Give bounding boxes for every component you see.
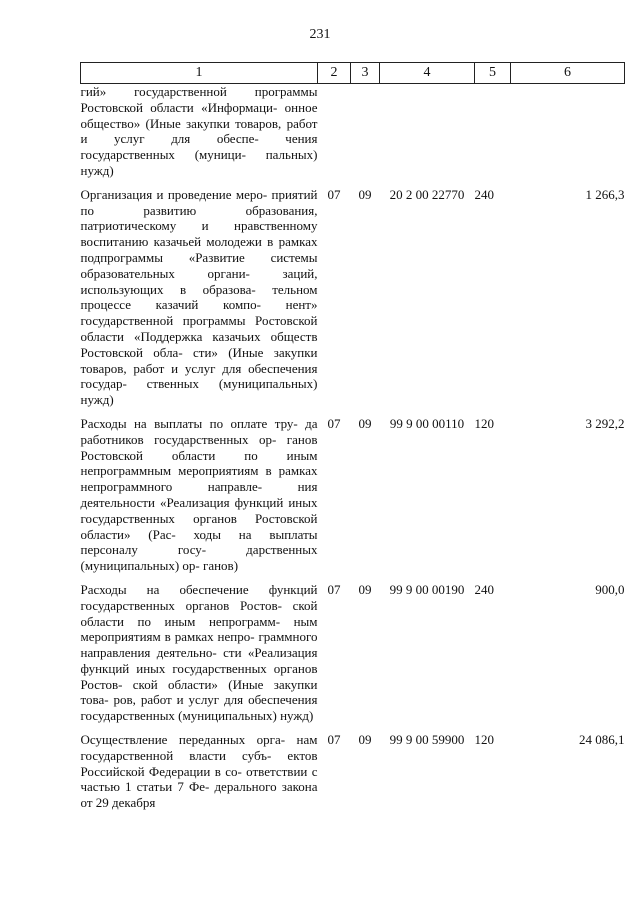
header-row bbox=[81, 63, 625, 84]
expense-type-code: 120 bbox=[474, 415, 494, 431]
subsection-code: 09 bbox=[358, 415, 372, 431]
target-article-code: 99 9 00 59900 bbox=[389, 732, 465, 748]
section-code: 07 bbox=[327, 415, 341, 431]
target-article-code bbox=[380, 84, 475, 179]
amount: 3 292,2 bbox=[585, 415, 625, 431]
amount: 900,0 bbox=[595, 581, 625, 597]
expense-type-code bbox=[475, 84, 511, 179]
table-row bbox=[81, 408, 625, 574]
subsection-code: 09 bbox=[358, 186, 372, 202]
section-code bbox=[318, 84, 351, 179]
expense-type-code: 240 bbox=[474, 186, 494, 202]
expense-type-code: 240 bbox=[474, 581, 494, 597]
table-row bbox=[81, 724, 625, 811]
subsection-code: 09 bbox=[358, 581, 372, 597]
section-code: 07 bbox=[327, 581, 341, 597]
amount: 1 266,3 bbox=[585, 186, 625, 202]
amount bbox=[511, 84, 625, 179]
expense-description: Осуществление переданных орга- нам государственной власти субъ- ектов Российской Федерации в со- ответствии с частью 1 статьи 7 Фе- дерального закона от 29 декабря bbox=[80, 732, 318, 811]
table-row bbox=[81, 179, 625, 408]
section-code: 07 bbox=[327, 186, 341, 202]
expense-type-code: 120 bbox=[474, 732, 494, 748]
expense-description: Расходы на выплаты по оплате тру- да работников государственных ор- ганов Ростовской области по иным непрограммным мероприятиям в рамках непрограммного направле- ния деятельности «Реализация функций иных государственных органов Ростовской области» (Рас- ходы на выплаты персоналу госу- дарственных (муниципальных) ор- ганов) bbox=[80, 415, 318, 574]
subsection-code bbox=[351, 84, 380, 179]
column-header: 2 bbox=[318, 63, 351, 84]
section-code: 07 bbox=[327, 732, 341, 748]
column-header: 3 bbox=[351, 63, 380, 84]
column-header: 5 bbox=[475, 63, 511, 84]
expense-description: Организация и проведение меро- приятий по развитию образования, патриотическому и нравственному воспитанию казачьей молодежи в рамках подпрограммы «Развитие системы образовательных органи- заций, использующих в образова- тельном процессе казачий компо- нент» государственной программы Ростовской области «Поддержка казачьих обществ Ростовской обла- сти» (Иные закупки товаров, работ и услуг для обеспечения государ- ственных (муниципальных) нужд) bbox=[80, 186, 318, 408]
table-row bbox=[81, 574, 625, 724]
target-article-code: 99 9 00 00190 bbox=[389, 581, 465, 597]
target-article-code: 20 2 00 22770 bbox=[389, 186, 465, 202]
budget-table bbox=[80, 62, 625, 811]
target-article-code: 99 9 00 00110 bbox=[389, 415, 465, 431]
table-row bbox=[81, 84, 625, 179]
column-header: 1 bbox=[81, 63, 318, 84]
column-header: 4 bbox=[380, 63, 475, 84]
subsection-code: 09 bbox=[358, 732, 372, 748]
page-number: 231 bbox=[309, 27, 331, 42]
column-header: 6 bbox=[511, 63, 625, 84]
expense-description: гий» государственной программы Ростовской области «Информаци- онное общество» (Иные закупки товаров, работ и услуг для обеспе- чения государственных (муници- пальных) нужд) bbox=[80, 84, 318, 178]
expense-description: Расходы на обеспечение функций государственных органов Ростов- ской области по иным непрограмм- ным мероприятиям в рамках непро- граммного направления деятельно- сти «Реализация функций иных государственных органов Ростов- ской области» (Иные закупки това- ров, работ и услуг для обеспечения государственных (муниципальных) нужд) bbox=[80, 581, 318, 724]
amount: 24 086,1 bbox=[579, 732, 625, 748]
